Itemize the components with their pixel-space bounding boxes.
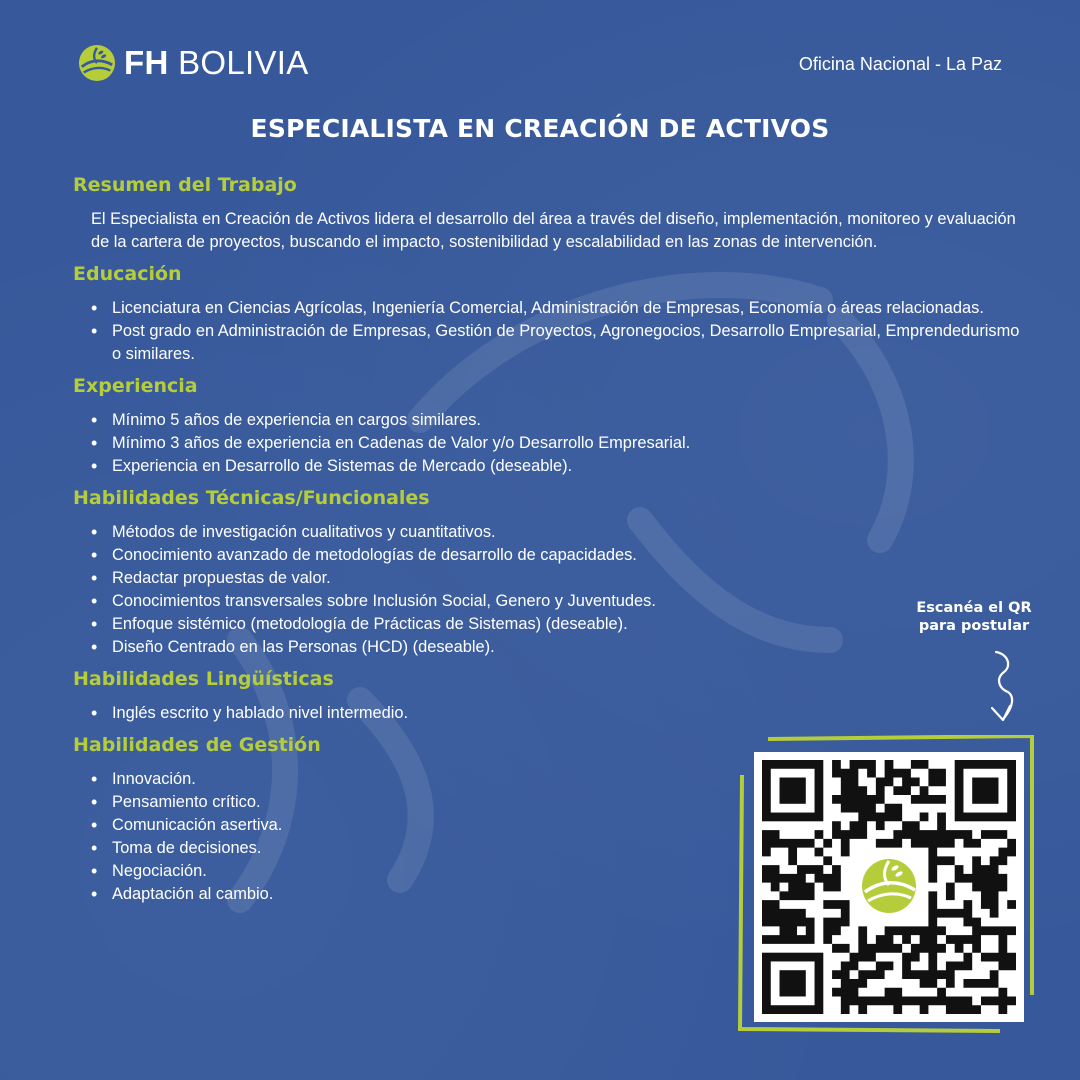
list-item: • Innovación. bbox=[91, 768, 1023, 791]
section-title-experience: Experiencia bbox=[73, 375, 198, 397]
list-item: • Negociación. bbox=[91, 860, 1023, 883]
list-item: • Post grado en Administración de Empresas, Gestión de Proyectos, Agronegocios, Desarrollo Empresarial, Emprendedurismo o similares. bbox=[91, 320, 1023, 366]
qr-caption-line1: Escanéa el QR bbox=[916, 600, 1032, 616]
office-location: Oficina Nacional - La Paz bbox=[798, 54, 1002, 74]
technical-skills-list bbox=[73, 521, 1023, 659]
section-title-language-skills: Habilidades Lingüísticas bbox=[73, 668, 334, 690]
logo-light-text: BOLIVIA bbox=[178, 44, 309, 81]
list-item: • Enfoque sistémico (metodología de Prácticas de Sistemas) (deseable). bbox=[91, 613, 1023, 636]
fh-bolivia-logo bbox=[78, 44, 309, 82]
list-item: • Experiencia en Desarrollo de Sistemas de Mercado (deseable). bbox=[91, 455, 1023, 478]
list-item: • Inglés escrito y hablado nivel intermedio. bbox=[91, 702, 1023, 725]
qr-caption bbox=[904, 599, 1044, 635]
list-item: • Conocimiento avanzado de metodologías de desarrollo de capacidades. bbox=[91, 544, 1023, 567]
section-title-management-skills: Habilidades de Gestión bbox=[73, 734, 321, 756]
section-title-summary: Resumen del Trabajo bbox=[73, 174, 297, 196]
qr-caption-line2: para postular bbox=[918, 618, 1030, 634]
list-item: • Conocimientos transversales sobre Inclusión Social, Genero y Juventudes. bbox=[91, 590, 1023, 613]
summary-paragraph: El Especialista en Creación de Activos lidera el desarrollo del área a través del diseño, implementación, monitoreo y evaluación de la cartera de proyectos, buscando el impacto, sostenibilidad y escalabilidad en las zonas de intervención. bbox=[91, 210, 1016, 251]
experience-list bbox=[73, 409, 1023, 478]
list-item: • Métodos de investigación cualitativos y cuantitativos. bbox=[91, 521, 1023, 544]
list-item: • Pensamiento crítico. bbox=[91, 791, 1023, 814]
logo-bold-text: FH bbox=[124, 44, 169, 81]
logo-wordmark bbox=[124, 44, 309, 82]
list-item: • Comunicación asertiva. bbox=[91, 814, 1023, 837]
fh-globe-logo-icon bbox=[78, 44, 116, 82]
list-item: • Mínimo 5 años de experiencia en cargos similares. bbox=[91, 409, 1023, 432]
list-item: • Adaptación al cambio. bbox=[91, 883, 1023, 906]
list-item: • Diseño Centrado en las Personas (HCD) (deseable). bbox=[91, 636, 1023, 659]
curved-arrow-down-icon bbox=[978, 648, 1026, 726]
job-title: ESPECIALISTA EN CREACIÓN DE ACTIVOS bbox=[250, 114, 830, 143]
list-item: • Toma de decisiones. bbox=[91, 837, 1023, 860]
section-title-education: Educación bbox=[73, 263, 182, 285]
section-title-technical-skills: Habilidades Técnicas/Funcionales bbox=[73, 487, 430, 509]
language-skills-list bbox=[73, 702, 1023, 725]
list-item: • Redactar propuestas de valor. bbox=[91, 567, 1023, 590]
list-item: • Licenciatura en Ciencias Agrícolas, Ingeniería Comercial, Administración de Empresas, Economía o áreas relacionadas. bbox=[91, 297, 1023, 320]
list-item: • Mínimo 3 años de experiencia en Cadenas de Valor y/o Desarrollo Empresarial. bbox=[91, 432, 1023, 455]
education-list bbox=[73, 297, 1023, 366]
fh-globe-logo-icon bbox=[857, 854, 921, 918]
